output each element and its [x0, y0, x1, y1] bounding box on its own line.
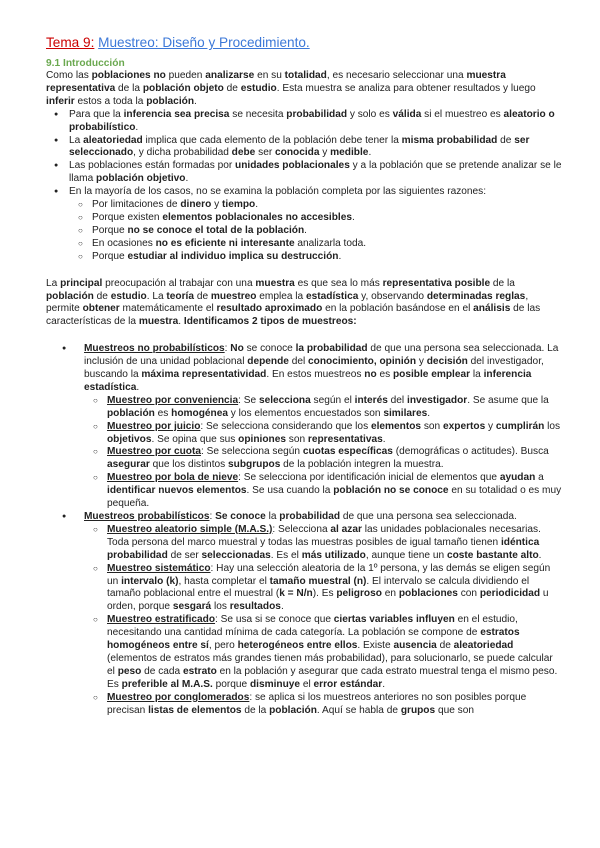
title-text: Muestreo: Diseño y Procedimiento.: [98, 35, 310, 50]
text-run: si el muestreo es: [421, 108, 504, 120]
text-run: implica que cada elemento de la población debe tener la: [142, 134, 402, 146]
method-name: Muestreo por juicio: [107, 420, 201, 432]
emphasis: ser seleccionado: [69, 134, 530, 159]
emphasis: población: [46, 290, 94, 302]
method-name: Muestreo estratificado: [107, 614, 216, 626]
text-run: en la población basándose en el: [322, 303, 474, 315]
text-run: de las características de la: [46, 303, 541, 328]
text-run: de la: [241, 704, 270, 716]
text-run: .: [135, 121, 139, 133]
list-item: [84, 614, 562, 691]
text-run: .: [382, 678, 386, 690]
method-name: Muestreo por conveniencia: [107, 394, 239, 406]
text-run: de ser: [167, 549, 202, 561]
text-run: el: [300, 678, 314, 690]
emphasis: asegurar: [107, 459, 150, 471]
text-run: (elementos de estratos más grandes tienen más probabilidad), para solucionarlo, se puede calcular el: [107, 652, 553, 677]
emphasis: periodicidad: [479, 588, 541, 600]
emphasis: preferible al M.A.S.: [121, 678, 213, 690]
emphasis: obtener: [82, 303, 120, 315]
text-run: .: [427, 407, 431, 419]
text-run: y: [485, 420, 496, 432]
emphasis: inferencia sea precisa: [123, 108, 230, 120]
list-item: [84, 446, 562, 472]
emphasis: inferencia estadística: [84, 369, 532, 393]
list-item: [84, 524, 562, 563]
emphasis: posible emplear: [392, 369, 471, 381]
text-run: los: [211, 601, 230, 613]
text-run: .: [280, 601, 284, 613]
document-page: [46, 35, 562, 718]
emphasis: resultado aproximado: [216, 303, 323, 315]
text-run: . El intervalo se calcula dividiendo el tamaño poblacional entre el muestral (: [107, 575, 530, 600]
emphasis: análisis: [473, 303, 511, 315]
emphasis: máxima representatividad: [141, 369, 267, 381]
text-run: de: [194, 290, 211, 302]
text-run: . La: [146, 290, 167, 302]
text-run: de: [93, 290, 111, 302]
emphasis: decisión: [426, 356, 468, 368]
text-run: Las poblaciones están formadas por: [69, 160, 236, 172]
emphasis: medible: [330, 147, 369, 159]
text-run: en su: [254, 70, 285, 81]
emphasis: población objetivo: [96, 173, 186, 185]
emphasis: disminuye: [249, 678, 301, 690]
list-item: [69, 199, 562, 212]
emphasis: interés: [354, 394, 388, 406]
text-run: .: [185, 173, 189, 185]
emphasis: muestra representativa: [46, 70, 506, 94]
text-run: .: [194, 95, 197, 107]
text-run: ser: [255, 147, 276, 159]
text-run: Porque: [92, 250, 128, 262]
sampling-types-list: [46, 343, 562, 717]
intro-bullet-list: [46, 109, 562, 264]
list-item: [84, 563, 562, 615]
emphasis: grupos: [400, 704, 436, 716]
text-run: de: [497, 134, 515, 146]
text-run: (demográficas o actitudes). Busca: [392, 446, 549, 458]
text-run: del: [387, 394, 407, 406]
emphasis: cumplirán: [495, 420, 545, 432]
emphasis: válida: [392, 108, 422, 120]
method-name: Muestreos no probabilísticos: [84, 343, 225, 355]
text-run: de la: [115, 82, 143, 94]
emphasis: aleatoriedad: [83, 134, 143, 146]
text-run: del investigador, buscando la: [84, 356, 544, 381]
emphasis: estrato: [183, 665, 217, 677]
emphasis: inferir: [46, 95, 75, 107]
sampling-theory-paragraph: [46, 278, 562, 330]
emphasis: intervalo (k): [121, 575, 179, 587]
section-heading: 9.1 Introducción: [46, 58, 125, 69]
emphasis: población: [107, 407, 155, 419]
emphasis: tamaño muestral (n): [269, 575, 367, 587]
emphasis: ciertas variables influyen: [333, 614, 455, 626]
emphasis: No: [230, 343, 244, 355]
text-run: y, observando: [358, 290, 427, 302]
emphasis: al azar: [330, 523, 362, 535]
text-run: , es necesario seleccionar una: [326, 70, 467, 81]
text-run: pueden: [165, 70, 206, 81]
emphasis: poblaciones no: [91, 70, 166, 81]
emphasis: estudiar al individuo implica su destrucción: [127, 250, 339, 262]
text-run: de: [223, 82, 241, 94]
emphasis: tiempo: [222, 199, 256, 211]
text-run: : Selecciona: [272, 523, 331, 535]
method-name: Muestreo aleatorio simple (M.A.S.): [107, 523, 273, 535]
emphasis: resultados: [229, 601, 281, 613]
text-run: : Se selecciona por identificación inicial de elementos que: [238, 472, 500, 484]
emphasis: estudio: [110, 290, 147, 302]
text-run: , y dicha probabilidad: [133, 147, 232, 159]
method-name: Muestreo por cuota: [107, 446, 201, 458]
text-run: los: [544, 420, 561, 432]
text-run: .: [304, 224, 307, 236]
text-run: que son: [435, 704, 474, 716]
text-run: porque: [212, 678, 250, 690]
text-run: emplea la: [256, 290, 306, 302]
emphasis: sesgará: [172, 601, 212, 613]
text-run: . En estos muestreos: [266, 369, 365, 381]
text-run: en el estudio, necesitando una cantidad mínima de cada categoría. La población se compone de: [107, 614, 518, 639]
emphasis: conocida: [275, 147, 320, 159]
emphasis: representativa posible: [382, 277, 491, 289]
text-run: :: [224, 343, 231, 355]
text-run: .: [338, 250, 342, 262]
text-run: las unidades poblacionales necesarias. Toda persona del marco muestral y todas las muestras posibles de igual tamaño tienen: [107, 523, 541, 548]
emphasis: error estándar: [313, 678, 383, 690]
emphasis: heterogéneos entre ellos: [237, 640, 358, 652]
emphasis: población no se conoce: [333, 485, 449, 497]
text-run: preocupación al trabajar con una: [102, 277, 256, 289]
text-run: de que una persona sea seleccionada. La inclusión de una unidad poblacional: [84, 343, 559, 368]
text-run: analizarla toda.: [294, 237, 367, 249]
emphasis: similares: [383, 407, 428, 419]
emphasis: muestra: [255, 277, 295, 289]
emphasis: seleccionadas: [201, 549, 271, 561]
text-run: la: [470, 369, 484, 381]
list-item: [69, 238, 562, 251]
text-run: , pero: [208, 640, 238, 652]
emphasis: la probabilidad: [295, 343, 368, 355]
text-run: , aunque tiene un: [365, 549, 447, 561]
list-item: [46, 160, 562, 186]
text-run: según el: [310, 394, 355, 406]
text-run: . Se asume que la: [467, 394, 549, 406]
text-run: es que sea lo más: [294, 277, 383, 289]
emphasis: homogénea: [171, 407, 228, 419]
text-run: la: [265, 511, 280, 522]
text-run: de: [436, 640, 454, 652]
text-run: Por limitaciones de: [92, 199, 181, 211]
emphasis: unidades poblacionales: [235, 160, 350, 172]
list-item: [46, 511, 562, 718]
emphasis: población: [269, 704, 317, 716]
probabilistic-methods: [84, 524, 562, 718]
text-run: .: [136, 381, 140, 393]
text-run: .: [368, 147, 372, 159]
text-run: se conoce: [243, 343, 296, 355]
text-run: Para que la: [69, 108, 124, 120]
text-run: : Se selecciona según: [200, 446, 303, 458]
text-run: . Es el: [270, 549, 302, 561]
text-run: . Aquí se habla de: [316, 704, 401, 716]
method-name: Muestreo sistemático: [107, 562, 211, 574]
page-title: [46, 35, 562, 51]
emphasis: k = N/n: [279, 588, 313, 600]
method-name: Muestreo por conglomerados: [107, 691, 250, 703]
text-run: En la mayoría de los casos, no se examina la población completa por las siguientes razones:: [69, 186, 487, 198]
emphasis: dinero: [180, 199, 212, 211]
emphasis: poblaciones: [398, 588, 458, 600]
text-run: es: [376, 369, 393, 381]
list-item: [84, 472, 562, 511]
text-run: en la población y asegurar que cada estrato muestral tenga el mismo peso. Es: [107, 665, 558, 690]
text-run: , hasta completar el: [178, 575, 270, 587]
emphasis: cuotas específicas: [302, 446, 393, 458]
emphasis: totalidad: [284, 70, 327, 81]
title-number: Tema 9:: [46, 35, 95, 50]
emphasis: ausencia: [393, 640, 437, 652]
emphasis: más utilizado: [301, 549, 366, 561]
text-run: son: [421, 420, 443, 432]
emphasis: elementos: [370, 420, 422, 432]
emphasis: aleatoriedad: [453, 640, 514, 652]
text-run: u orden, porque: [107, 588, 549, 613]
emphasis: población: [146, 95, 194, 107]
text-run: .: [382, 433, 386, 445]
text-run: en: [381, 588, 399, 600]
text-run: . Esta muestra se analiza para obtener resultados y luego: [276, 82, 536, 94]
text-run: de que una persona sea seleccionada.: [340, 511, 517, 522]
emphasis: peligroso: [336, 588, 382, 600]
text-run: de la: [490, 277, 515, 289]
nonprobabilistic-methods: [84, 395, 562, 511]
emphasis: idéntica probabilidad: [107, 536, 540, 561]
emphasis: peso: [117, 665, 142, 677]
emphasis: determinadas reglas: [426, 290, 526, 302]
emphasis: depende: [247, 356, 289, 368]
text-run: y: [211, 199, 223, 211]
emphasis: no: [364, 369, 377, 381]
list-item: [84, 692, 562, 718]
text-run: y solo es: [347, 108, 393, 120]
emphasis: expertos: [443, 420, 486, 432]
emphasis: listas de elementos: [148, 704, 242, 716]
emphasis: debe: [231, 147, 256, 159]
intro-paragraph: [46, 70, 562, 109]
text-run: matemáticamente el: [119, 303, 217, 315]
text-run: .: [178, 316, 184, 328]
emphasis: conocimiento, opinión: [308, 356, 417, 368]
emphasis: opiniones: [238, 433, 286, 445]
emphasis: estratos homogéneos entre sí: [107, 627, 520, 652]
text-run: . Se usa cuando la: [246, 485, 334, 497]
text-run: .: [538, 549, 542, 561]
text-run: del: [288, 356, 309, 368]
emphasis: representativas: [307, 433, 383, 445]
emphasis: muestra: [138, 316, 179, 328]
text-run: de la población integren la muestra.: [280, 459, 444, 471]
list-item: [69, 225, 562, 238]
list-item: [46, 186, 562, 263]
emphasis: selecciona: [258, 394, 311, 406]
text-run: : Hay una selección aleatoria de la 1º persona, y las demás se eligen según un: [107, 562, 551, 587]
emphasis: Identificamos 2 tipos de muestreos:: [183, 316, 357, 328]
reasons-list: [69, 199, 562, 264]
emphasis: objetivos: [107, 433, 152, 445]
text-run: y los elementos encuestados son: [227, 407, 384, 419]
emphasis: principal: [60, 277, 103, 289]
text-run: .: [255, 199, 259, 211]
emphasis: muestreo: [210, 290, 257, 302]
text-run: : Se: [238, 394, 259, 406]
method-name: Muestreos probabilísticos: [84, 511, 210, 522]
text-run: que los distintos: [149, 459, 229, 471]
text-run: Porque existen: [92, 211, 163, 223]
emphasis: ayudan: [499, 472, 536, 484]
list-item: [46, 109, 562, 135]
emphasis: probabilidad: [279, 511, 341, 522]
emphasis: aleatorio o probabilístico: [69, 108, 555, 133]
text-run: : Se usa si se conoce que: [215, 614, 334, 626]
emphasis: no se conoce el total de la población: [127, 224, 305, 236]
list-item: [46, 135, 562, 161]
text-run: La: [46, 277, 61, 289]
emphasis: estudio: [240, 82, 277, 94]
list-item: [84, 395, 562, 421]
text-run: Porque: [92, 224, 128, 236]
text-run: y a la población que se pretende analizar se le llama: [69, 160, 562, 185]
text-run: de cada: [141, 665, 184, 677]
method-name: Muestreo por bola de nieve: [107, 472, 239, 484]
text-run: La: [69, 134, 84, 146]
emphasis: misma probabilidad: [401, 134, 498, 146]
nonprobabilistic-heading: [84, 343, 558, 393]
text-run: en su totalidad o es muy pequeña.: [107, 485, 562, 510]
emphasis: investigador: [407, 394, 468, 406]
text-run: estos a toda la: [74, 95, 147, 107]
text-run: Como las: [46, 70, 92, 81]
text-run: . Existe: [357, 640, 394, 652]
emphasis: subgrupos: [228, 459, 281, 471]
text-run: son: [285, 433, 308, 445]
emphasis: no es eficiente ni interesante: [155, 237, 295, 249]
text-run: y: [319, 147, 331, 159]
text-run: : se aplica si los muestreos anteriores no son posibles porque precisan: [107, 691, 527, 716]
probabilistic-heading: [84, 511, 517, 522]
emphasis: estadística: [306, 290, 359, 302]
list-item: [46, 343, 562, 511]
emphasis: analizarse: [205, 70, 255, 81]
text-run: : Se selecciona considerando que los: [200, 420, 371, 432]
reasons-intro: [69, 186, 486, 197]
text-run: es: [154, 407, 172, 419]
list-item: [84, 421, 562, 447]
list-item: [69, 212, 562, 225]
text-run: :: [209, 511, 216, 522]
emphasis: elementos poblacionales no accesibles: [162, 211, 352, 223]
emphasis: población objeto: [142, 82, 224, 94]
text-run: . Se opina que sus: [151, 433, 239, 445]
text-run: y: [416, 356, 427, 368]
emphasis: identificar nuevos elementos: [107, 485, 247, 497]
emphasis: Se conoce: [215, 511, 266, 522]
emphasis: coste bastante alto: [446, 549, 539, 561]
text-run: , permite: [46, 290, 529, 315]
text-run: ). Es: [312, 588, 337, 600]
text-run: se necesita: [229, 108, 287, 120]
list-item: [69, 251, 562, 264]
text-run: con: [457, 588, 480, 600]
text-run: En ocasiones: [92, 237, 156, 249]
text-run: .: [352, 211, 355, 223]
text-run: a: [535, 472, 544, 484]
emphasis: probabilidad: [286, 108, 348, 120]
emphasis: teoría: [166, 290, 194, 302]
